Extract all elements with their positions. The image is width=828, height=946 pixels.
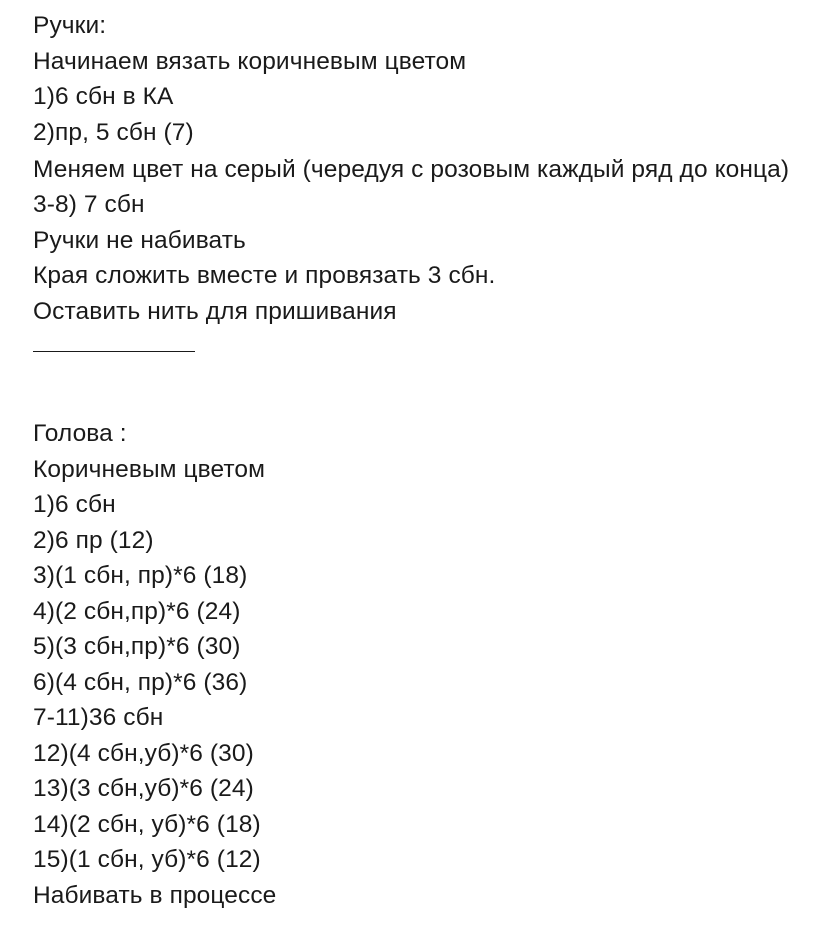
handles-section [33,8,803,329]
handles-line: 1)6 сбн в КА [33,83,174,110]
handles-line: Начинаем вязать коричневым цветом [33,47,467,75]
head-line: 12)(4 сбн,уб)*6 (30) [33,739,254,767]
head-line: 1)6 сбн [33,491,116,518]
head-line: 14)(2 сбн, уб)*6 (18) [33,810,261,838]
handles-line: Оставить нить для пришивания [33,297,397,325]
section-divider [33,351,195,352]
head-line: 15)(1 сбн, уб)*6 (12) [33,846,261,873]
head-line: 4)(2 сбн,пр)*6 (24) [33,597,241,625]
handles-title: Ручки: [33,12,107,39]
head-line: 5)(3 сбн,пр)*6 (30) [33,633,241,660]
handles-line: Меняем цвет на серый (чередуя с розовым каждый ряд до конца) [33,156,790,183]
handles-line: 2)пр, 5 сбн (7) [33,118,194,146]
head-line: 3)(1 сбн, пр)*6 (18) [33,562,248,589]
head-line: 2)6 пр (12) [33,526,154,554]
head-line: 7-11)36 сбн [33,704,164,731]
handles-line: 3-8) 7 сбн [33,191,145,218]
head-line: Коричневым цветом [33,455,266,483]
head-line: Набивать в процессе [33,881,277,909]
head-line: 13)(3 сбн,уб)*6 (24) [33,775,254,802]
pattern-document [33,8,803,913]
handles-line: Края сложить вместе и провязать 3 сбн. [33,262,496,289]
head-title: Голова : [33,420,127,447]
head-section [33,416,803,913]
handles-line: Ручки не набивать [33,226,246,254]
head-line: 6)(4 сбн, пр)*6 (36) [33,668,248,696]
